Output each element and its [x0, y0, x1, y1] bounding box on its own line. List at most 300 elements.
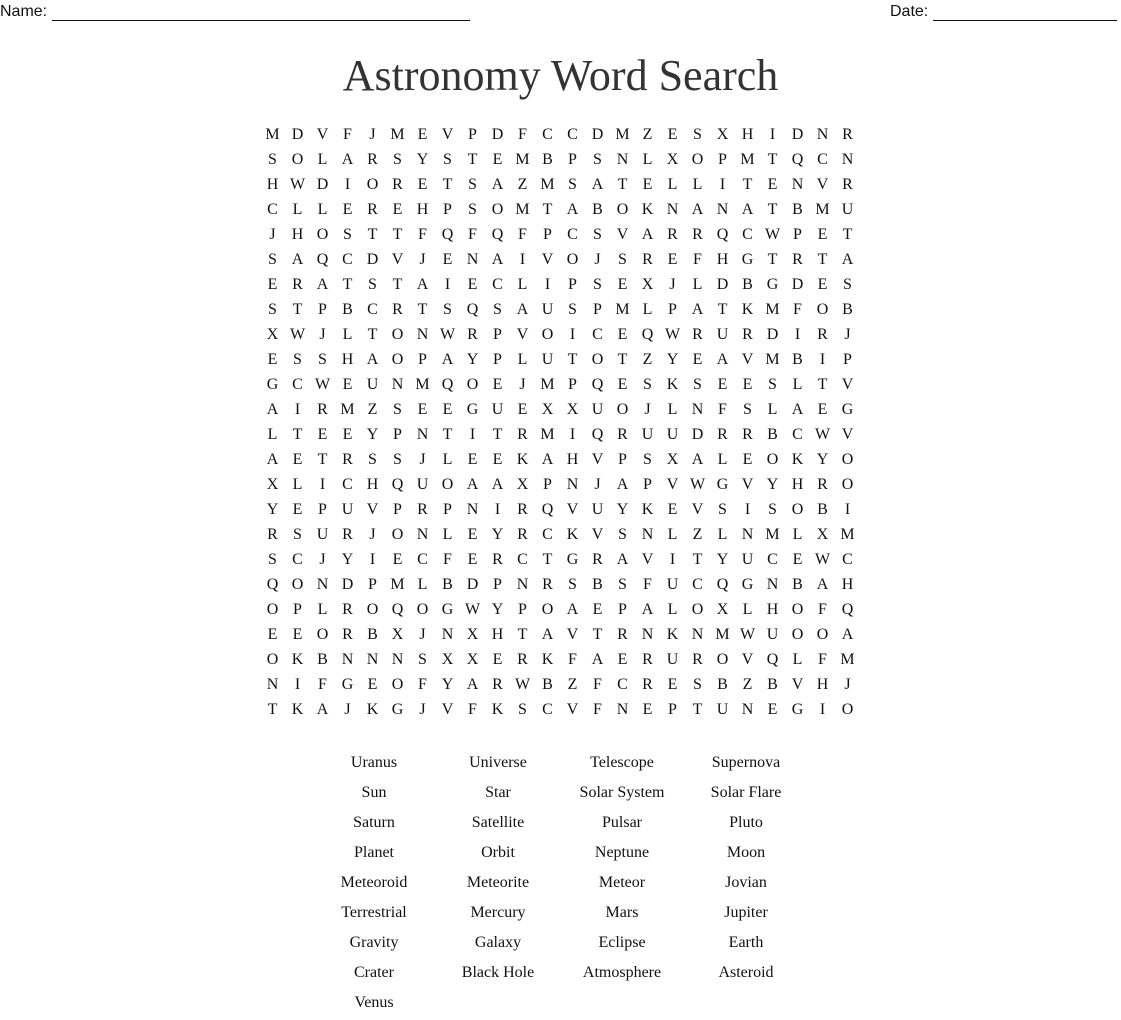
grid-letter: I — [669, 551, 676, 568]
grid-letter: N — [466, 501, 479, 518]
grid-letter: F — [568, 651, 577, 668]
grid-letter: C — [342, 476, 353, 493]
word-list-item: Meteoroid — [340, 874, 408, 891]
grid-letter: L — [517, 351, 528, 368]
grid-letter: J — [369, 526, 376, 543]
grid-letter: O — [616, 201, 629, 218]
grid-letter: C — [542, 526, 553, 543]
grid-letter: P — [493, 326, 502, 343]
grid-letter: O — [841, 451, 854, 468]
grid-letter: N — [841, 151, 854, 168]
grid-letter: Q — [466, 301, 479, 318]
grid-letter: I — [319, 476, 326, 493]
grid-letter: O — [391, 676, 404, 693]
grid-letter: L — [717, 526, 728, 543]
grid-letter: M — [415, 376, 430, 393]
grid-letter: E — [417, 126, 428, 143]
grid-letter: N — [641, 526, 654, 543]
grid-letter: L — [317, 151, 328, 168]
date-field[interactable] — [890, 3, 1117, 21]
grid-letter: C — [567, 126, 578, 143]
grid-letter: P — [393, 501, 402, 518]
grid-letter: R — [267, 526, 278, 543]
grid-letter: F — [718, 401, 727, 418]
name-label: Name: — [0, 3, 48, 20]
grid-letter: R — [492, 676, 503, 693]
grid-letter: E — [617, 651, 628, 668]
word-list-item: Asteroid — [718, 964, 774, 981]
grid-letter: E — [667, 126, 678, 143]
grid-letter: J — [419, 701, 426, 718]
grid-letter: D — [791, 126, 804, 143]
grid-letter: C — [292, 376, 303, 393]
grid-letter: O — [391, 326, 404, 343]
grid-letter: V — [566, 701, 579, 718]
grid-letter: E — [467, 276, 478, 293]
grid-letter: B — [767, 676, 778, 693]
grid-letter: I — [769, 126, 776, 143]
grid-row — [260, 322, 860, 347]
grid-letter: W — [739, 626, 756, 643]
grid-letter: V — [841, 426, 854, 443]
grid-letter: A — [266, 401, 279, 418]
grid-letter: L — [667, 601, 678, 618]
grid-letter: S — [293, 351, 302, 368]
name-field[interactable] — [0, 3, 470, 21]
word-list-item: Venus — [354, 994, 394, 1011]
grid-letter: Q — [591, 426, 604, 443]
grid-letter: S — [593, 151, 602, 168]
grid-letter: X — [541, 401, 554, 418]
grid-letter: E — [417, 176, 428, 193]
grid-letter: L — [317, 201, 328, 218]
grid-row — [260, 547, 860, 572]
grid-letter: P — [718, 151, 727, 168]
grid-letter: A — [816, 576, 829, 593]
grid-letter: F — [518, 126, 527, 143]
word-list-item: Planet — [354, 844, 394, 861]
grid-letter: W — [289, 326, 306, 343]
grid-letter: L — [767, 401, 778, 418]
grid-letter: Q — [391, 601, 404, 618]
grid-letter: I — [494, 501, 501, 518]
grid-letter: F — [593, 676, 602, 693]
grid-letter: W — [439, 326, 456, 343]
grid-letter: R — [517, 501, 528, 518]
grid-letter: V — [641, 551, 654, 568]
word-list-item: Terrestrial — [341, 904, 407, 921]
grid-letter: L — [292, 476, 303, 493]
word-list-item: Star — [485, 784, 511, 801]
grid-row — [260, 497, 860, 522]
grid-row — [260, 197, 860, 222]
grid-letter: J — [319, 326, 326, 343]
grid-letter: T — [817, 251, 828, 268]
grid-letter: O — [541, 326, 554, 343]
grid-letter: V — [666, 476, 679, 493]
grid-letter: A — [441, 351, 454, 368]
grid-letter: E — [492, 651, 503, 668]
grid-letter: O — [841, 701, 854, 718]
grid-letter: L — [342, 326, 353, 343]
grid-letter: J — [519, 376, 526, 393]
grid-letter: S — [693, 126, 702, 143]
grid-letter: A — [691, 451, 704, 468]
grid-letter: O — [366, 176, 379, 193]
grid-letter: R — [342, 451, 353, 468]
grid-letter: T — [342, 276, 353, 293]
grid-letter: W — [689, 476, 706, 493]
grid-letter: S — [268, 301, 277, 318]
grid-letter: F — [793, 301, 802, 318]
grid-letter: T — [542, 201, 553, 218]
grid-row — [260, 172, 860, 197]
grid-letter: Q — [716, 226, 729, 243]
grid-letter: A — [416, 276, 429, 293]
word-list-item: Gravity — [349, 934, 399, 951]
grid-letter: U — [316, 526, 329, 543]
grid-letter: Y — [716, 551, 729, 568]
grid-letter: S — [643, 376, 652, 393]
grid-letter: T — [442, 426, 453, 443]
grid-letter: O — [391, 526, 404, 543]
grid-letter: A — [616, 551, 629, 568]
grid-letter: U — [766, 626, 779, 643]
grid-letter: L — [417, 576, 428, 593]
word-list-item: Solar Flare — [710, 784, 782, 801]
grid-letter: R — [392, 176, 403, 193]
grid-letter: X — [441, 651, 454, 668]
word-list-item: Crater — [354, 964, 394, 981]
grid-letter: R — [692, 651, 703, 668]
grid-letter: O — [316, 626, 329, 643]
grid-letter: W — [514, 676, 531, 693]
grid-letter: T — [442, 176, 453, 193]
grid-letter: E — [267, 351, 278, 368]
grid-letter: E — [317, 426, 328, 443]
grid-letter: V — [591, 526, 604, 543]
grid-letter: Y — [766, 476, 779, 493]
grid-letter: J — [369, 126, 376, 143]
name-blank-line[interactable] — [52, 3, 470, 21]
word-list-item: Mercury — [470, 904, 526, 921]
grid-letter: M — [715, 626, 730, 643]
word-list-item: Black Hole — [461, 964, 535, 981]
date-blank-line[interactable] — [933, 3, 1117, 21]
grid-letter: A — [541, 451, 554, 468]
grid-letter: O — [266, 601, 279, 618]
grid-letter: G — [391, 701, 404, 718]
grid-letter: P — [793, 226, 802, 243]
grid-letter: K — [291, 651, 304, 668]
grid-letter: A — [316, 276, 329, 293]
grid-letter: T — [292, 301, 303, 318]
grid-letter: N — [741, 701, 754, 718]
grid-letter: U — [641, 426, 654, 443]
grid-letter: C — [817, 151, 828, 168]
grid-letter: E — [417, 401, 428, 418]
grid-letter: O — [316, 226, 329, 243]
grid-letter: E — [742, 451, 753, 468]
grid-letter: V — [441, 126, 454, 143]
grid-letter: G — [791, 701, 804, 718]
grid-letter: S — [718, 501, 727, 518]
grid-letter: T — [542, 551, 553, 568]
grid-letter: E — [392, 551, 403, 568]
grid-letter: E — [267, 276, 278, 293]
grid-letter: R — [342, 526, 353, 543]
grid-letter: P — [368, 576, 377, 593]
grid-letter: S — [568, 301, 577, 318]
grid-letter: Q — [641, 326, 654, 343]
grid-letter: C — [742, 226, 753, 243]
grid-letter: M — [540, 176, 555, 193]
word-list-item: Mars — [605, 904, 639, 921]
grid-letter: H — [291, 226, 304, 243]
grid-letter: L — [692, 176, 703, 193]
grid-letter: U — [666, 426, 679, 443]
grid-letter: M — [390, 126, 405, 143]
grid-letter: G — [466, 401, 479, 418]
grid-letter: O — [716, 651, 729, 668]
grid-letter: D — [366, 251, 379, 268]
grid-letter: I — [844, 501, 851, 518]
grid-letter: P — [443, 501, 452, 518]
grid-row — [260, 422, 860, 447]
grid-letter: C — [517, 551, 528, 568]
grid-letter: S — [743, 401, 752, 418]
grid-letter: P — [568, 151, 577, 168]
grid-letter: Y — [816, 451, 829, 468]
grid-letter: A — [566, 201, 579, 218]
grid-letter: B — [442, 576, 453, 593]
grid-letter: X — [266, 326, 279, 343]
grid-letter: V — [741, 651, 754, 668]
grid-letter: S — [268, 551, 277, 568]
grid-letter: C — [767, 551, 778, 568]
grid-letter: H — [266, 176, 279, 193]
grid-letter: B — [542, 151, 553, 168]
grid-letter: I — [719, 176, 726, 193]
grid-letter: N — [566, 476, 579, 493]
grid-letter: J — [269, 226, 276, 243]
grid-letter: R — [367, 151, 378, 168]
grid-row — [260, 697, 860, 722]
grid-letter: H — [841, 576, 854, 593]
grid-letter: D — [591, 126, 604, 143]
grid-letter: Q — [391, 476, 404, 493]
grid-letter: C — [567, 226, 578, 243]
grid-letter: S — [468, 201, 477, 218]
grid-letter: P — [293, 601, 302, 618]
grid-letter: A — [491, 251, 504, 268]
grid-letter: S — [593, 226, 602, 243]
grid-letter: S — [593, 276, 602, 293]
grid-letter: C — [542, 126, 553, 143]
grid-letter: R — [317, 401, 328, 418]
grid-letter: V — [566, 501, 579, 518]
grid-letter: T — [842, 226, 853, 243]
grid-letter: E — [292, 626, 303, 643]
grid-letter: G — [716, 476, 729, 493]
grid-letter: L — [317, 601, 328, 618]
grid-letter: O — [816, 626, 829, 643]
grid-letter: R — [817, 476, 828, 493]
grid-letter: U — [366, 376, 379, 393]
grid-letter: G — [741, 576, 754, 593]
grid-letter: V — [841, 376, 854, 393]
grid-letter: T — [692, 701, 703, 718]
word-list-item: Universe — [469, 754, 527, 771]
grid-letter: S — [618, 251, 627, 268]
grid-letter: N — [816, 126, 829, 143]
grid-row — [260, 122, 860, 147]
grid-letter: A — [366, 351, 379, 368]
word-list-item: Neptune — [594, 844, 650, 861]
grid-letter: J — [644, 401, 651, 418]
grid-letter: I — [294, 401, 301, 418]
grid-letter: K — [666, 626, 679, 643]
grid-letter: S — [618, 576, 627, 593]
grid-letter: B — [717, 676, 728, 693]
grid-letter: Q — [766, 651, 779, 668]
grid-row — [260, 397, 860, 422]
grid-letter: N — [791, 176, 804, 193]
grid-letter: L — [642, 301, 653, 318]
grid-letter: Y — [491, 526, 504, 543]
grid-letter: F — [593, 701, 602, 718]
grid-letter: U — [541, 301, 554, 318]
grid-letter: R — [692, 326, 703, 343]
grid-letter: R — [717, 426, 728, 443]
word-list-item: Earth — [728, 934, 764, 951]
word-list — [312, 748, 808, 1018]
grid-letter: G — [741, 251, 754, 268]
grid-letter: O — [466, 376, 479, 393]
grid-letter: A — [266, 451, 279, 468]
grid-letter: K — [516, 451, 529, 468]
grid-letter: S — [268, 151, 277, 168]
grid-letter: V — [516, 326, 529, 343]
word-list-item: Pulsar — [602, 814, 642, 831]
grid-letter: P — [393, 426, 402, 443]
grid-letter: C — [367, 301, 378, 318]
grid-letter: S — [468, 176, 477, 193]
grid-letter: U — [541, 351, 554, 368]
word-list-item: Pluto — [729, 814, 763, 831]
grid-letter: P — [668, 301, 677, 318]
grid-letter: E — [292, 451, 303, 468]
grid-letter: O — [441, 476, 454, 493]
date-label: Date: — [890, 3, 929, 20]
grid-letter: X — [716, 126, 729, 143]
grid-letter: B — [317, 651, 328, 668]
grid-letter: H — [716, 251, 729, 268]
grid-letter: A — [566, 601, 579, 618]
grid-letter: E — [692, 351, 703, 368]
grid-letter: X — [716, 601, 729, 618]
grid-letter: R — [392, 301, 403, 318]
grid-letter: J — [844, 676, 851, 693]
word-list-item: Moon — [726, 844, 766, 861]
grid-letter: C — [267, 201, 278, 218]
grid-letter: F — [468, 701, 477, 718]
grid-letter: J — [669, 276, 676, 293]
grid-letter: Y — [416, 151, 429, 168]
grid-letter: N — [766, 576, 779, 593]
grid-letter: Q — [541, 501, 554, 518]
grid-letter: O — [691, 151, 704, 168]
grid-letter: V — [816, 176, 829, 193]
grid-letter: B — [842, 301, 853, 318]
grid-letter: H — [766, 601, 779, 618]
grid-letter: E — [517, 401, 528, 418]
grid-letter: K — [641, 201, 654, 218]
grid-letter: T — [742, 176, 753, 193]
grid-row — [260, 247, 860, 272]
grid-letter: S — [393, 151, 402, 168]
grid-letter: A — [616, 476, 629, 493]
grid-letter: O — [841, 476, 854, 493]
grid-row — [260, 272, 860, 297]
grid-letter: T — [817, 376, 828, 393]
grid-letter: J — [594, 251, 601, 268]
grid-letter: S — [343, 226, 352, 243]
grid-letter: O — [541, 601, 554, 618]
grid-letter: Q — [441, 226, 454, 243]
grid-letter: O — [391, 351, 404, 368]
grid-letter: V — [741, 476, 754, 493]
grid-letter: E — [667, 251, 678, 268]
grid-letter: X — [516, 476, 529, 493]
letter-grid — [260, 122, 860, 722]
grid-letter: O — [591, 351, 604, 368]
grid-letter: N — [416, 526, 429, 543]
grid-letter: S — [393, 401, 402, 418]
grid-letter: T — [767, 201, 778, 218]
grid-letter: M — [765, 301, 780, 318]
grid-letter: P — [568, 276, 577, 293]
grid-letter: V — [441, 701, 454, 718]
word-list-item: Eclipse — [598, 934, 646, 951]
grid-letter: J — [594, 476, 601, 493]
grid-letter: A — [691, 201, 704, 218]
word-list-item: Atmosphere — [582, 964, 662, 981]
grid-letter: E — [717, 376, 728, 393]
grid-letter: L — [267, 426, 278, 443]
grid-letter: X — [666, 151, 679, 168]
grid-letter: E — [592, 601, 603, 618]
grid-letter: G — [341, 676, 354, 693]
grid-letter: R — [642, 651, 653, 668]
grid-letter: S — [518, 701, 527, 718]
grid-letter: E — [617, 276, 628, 293]
grid-letter: V — [616, 226, 629, 243]
grid-letter: J — [419, 251, 426, 268]
grid-letter: E — [817, 226, 828, 243]
grid-letter: L — [792, 651, 803, 668]
grid-letter: R — [792, 251, 803, 268]
grid-letter: T — [367, 226, 378, 243]
grid-letter: Q — [591, 376, 604, 393]
grid-letter: N — [691, 401, 704, 418]
grid-letter: I — [819, 351, 826, 368]
grid-letter: A — [491, 176, 504, 193]
grid-letter: R — [667, 226, 678, 243]
grid-letter: F — [418, 676, 427, 693]
grid-letter: R — [342, 601, 353, 618]
grid-letter: Y — [366, 426, 379, 443]
